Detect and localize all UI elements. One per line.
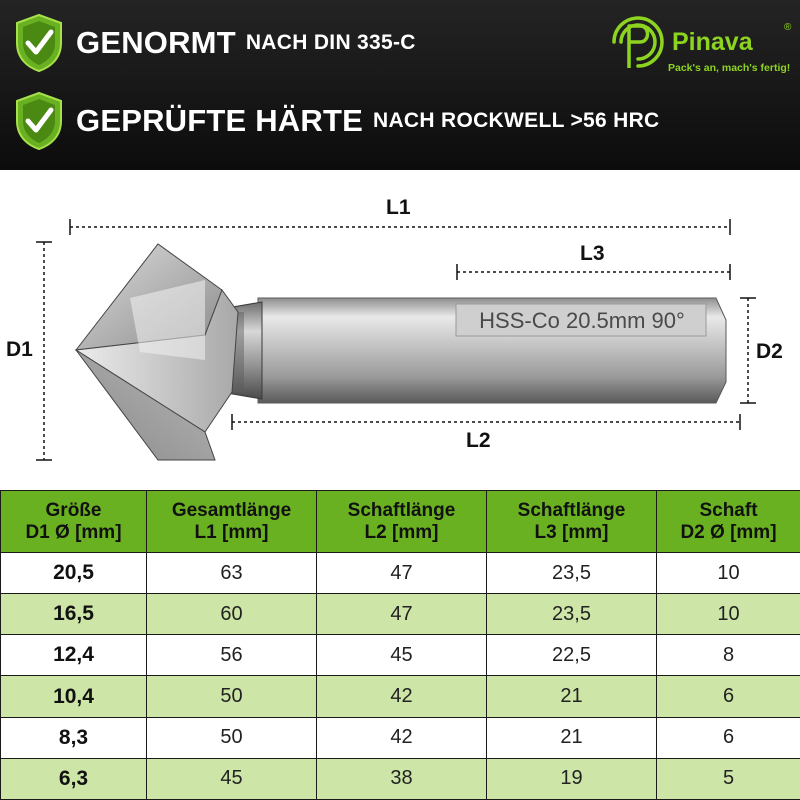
column-header: Schaftlänge L3 [mm] (487, 491, 657, 553)
table-row (1, 676, 800, 717)
shield-check-icon (14, 13, 64, 73)
table-cell: 8 (657, 635, 800, 676)
table-cell: 12,4 (1, 635, 147, 676)
table-cell: 21 (487, 676, 657, 717)
shank-engraving: HSS-Co 20.5mm 90° (479, 308, 685, 333)
table-row (1, 758, 800, 799)
table-cell: 19 (487, 758, 657, 799)
table-cell: 8,3 (1, 717, 147, 758)
table-cell: 45 (317, 635, 487, 676)
table-cell: 63 (147, 553, 317, 594)
table-cell: 6 (657, 717, 800, 758)
dimension-label-d2: D2 (756, 340, 783, 363)
table-cell: 10,4 (1, 676, 147, 717)
pinava-logo-icon (604, 8, 668, 72)
table-cell: 10 (657, 594, 800, 635)
brand-slogan: Pack's an, mach's fertig! (668, 62, 791, 74)
dimension-label-l1: L1 (386, 196, 411, 219)
table-cell: 47 (317, 553, 487, 594)
column-header: Größe D1 Ø [mm] (1, 491, 147, 553)
table-header-row (1, 491, 800, 553)
table-cell: 6 (657, 676, 800, 717)
specification-table (0, 490, 800, 800)
registered-mark: ® (784, 22, 792, 33)
table-cell: 10 (657, 553, 800, 594)
feature-title: GEPRÜFTE HÄRTE (76, 103, 363, 138)
table-cell: 22,5 (487, 635, 657, 676)
table-row (1, 553, 800, 594)
table-cell: 50 (147, 676, 317, 717)
column-header: Schaftlänge L2 [mm] (317, 491, 487, 553)
brand-name: Pinava (672, 28, 753, 56)
header-banner (0, 0, 800, 170)
table-cell: 20,5 (1, 553, 147, 594)
feature-standard (14, 12, 416, 74)
dimension-label-d1: D1 (6, 338, 33, 361)
table-row (1, 717, 800, 758)
table-cell: 47 (317, 594, 487, 635)
table-cell: 45 (147, 758, 317, 799)
column-header: Schaft D2 Ø [mm] (657, 491, 800, 553)
table-cell: 21 (487, 717, 657, 758)
table-cell: 60 (147, 594, 317, 635)
feature-hardness (14, 90, 660, 152)
shield-check-icon (14, 91, 64, 151)
dimension-label-l2: L2 (466, 429, 491, 452)
table-cell: 50 (147, 717, 317, 758)
cutting-head (76, 244, 238, 460)
dimension-label-l3: L3 (580, 242, 605, 265)
table-cell: 16,5 (1, 594, 147, 635)
feature-detail: NACH ROCKWELL >56 HRC (372, 109, 660, 132)
table-cell: 6,3 (1, 758, 147, 799)
table-cell: 56 (147, 635, 317, 676)
table-cell: 5 (657, 758, 800, 799)
brand-logo (604, 8, 794, 80)
feature-title: GENORMT (76, 25, 236, 60)
column-header: Gesamtlänge L1 [mm] (147, 491, 317, 553)
feature-detail: NACH DIN 335-C (245, 31, 416, 54)
table-row (1, 594, 800, 635)
table-cell: 42 (317, 676, 487, 717)
table-cell: 38 (317, 758, 487, 799)
table-cell: 23,5 (487, 553, 657, 594)
countersink-dimension-diagram (0, 170, 800, 490)
table-row (1, 635, 800, 676)
table-cell: 23,5 (487, 594, 657, 635)
table-cell: 42 (317, 717, 487, 758)
